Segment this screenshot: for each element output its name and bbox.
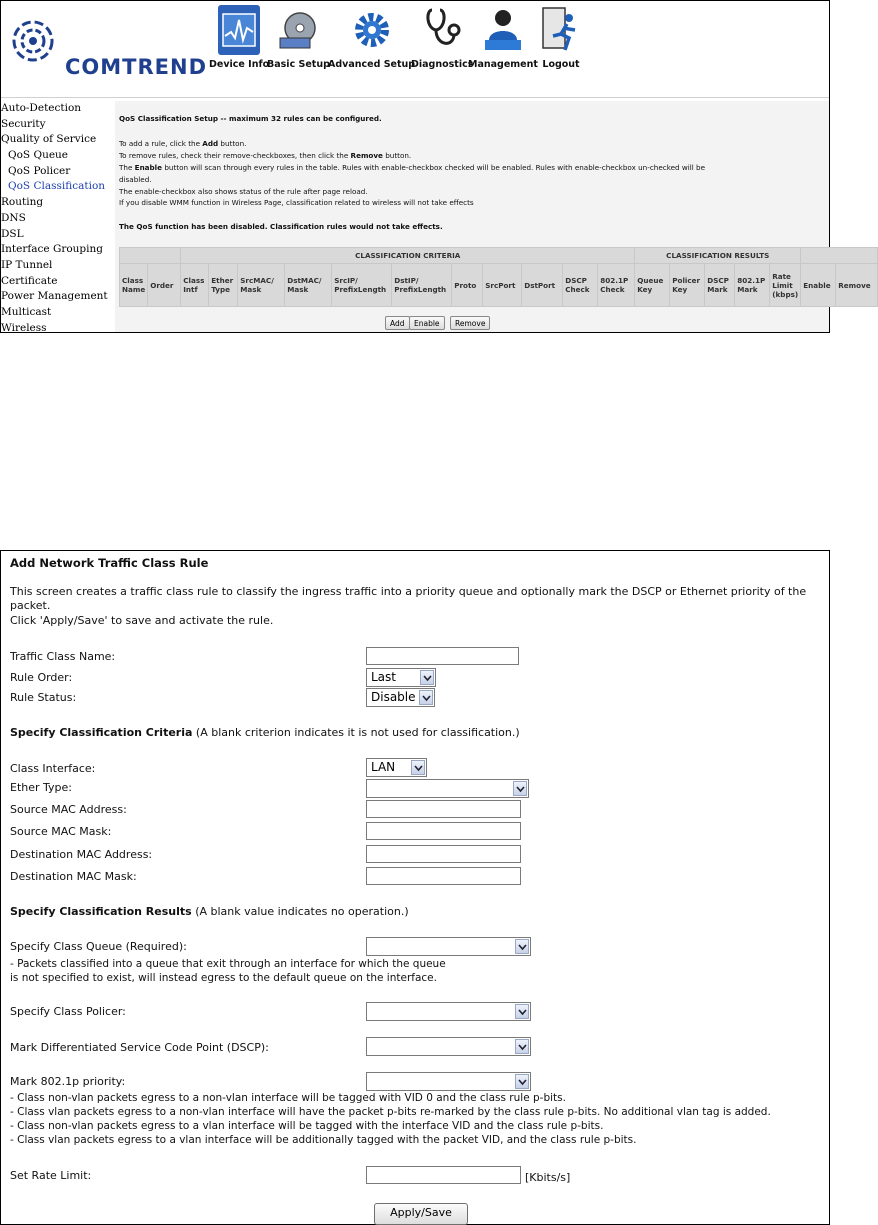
header-banner (1, 1, 829, 98)
source-mac-input[interactable] (366, 800, 521, 818)
disc-setup-icon (277, 5, 319, 55)
intro-text: Click 'Apply/Save' to save and activate the rule. (10, 614, 274, 627)
rate-limit-input[interactable] (366, 1166, 521, 1184)
table-header-cell (598, 264, 635, 307)
rule-status-label: Rule Status: (10, 691, 77, 704)
classification-rules-table (119, 247, 878, 307)
chevron-down-icon (411, 760, 425, 775)
sidebar-item-wireless[interactable]: Wireless (1, 321, 47, 334)
header-text: Remove (838, 280, 871, 290)
nav-diagnostics[interactable] (411, 5, 473, 70)
rule-order-value: Last (371, 670, 396, 684)
page-title: QoS Classification Setup -- maximum 32 rules can be configured. (119, 114, 382, 123)
table-header-cell (670, 264, 705, 307)
stethoscope-icon (421, 5, 463, 55)
chevron-down-icon (419, 690, 433, 705)
destination-mac-input[interactable] (366, 845, 521, 863)
instruction-bold: Remove (350, 151, 383, 160)
table-header-row (120, 264, 878, 307)
header-text: DSCP (707, 276, 729, 285)
apply-save-button[interactable]: Apply/Save (374, 1203, 468, 1225)
header-text: DstIP/ (394, 276, 419, 285)
instruction-wmm: If you disable WMM function in Wireless Page, classification related to wireless will not take effects (119, 198, 474, 207)
instruction-remove (119, 151, 411, 160)
header-text: Limit (772, 280, 793, 290)
nav-label: Device Info (209, 59, 270, 70)
sidebar-item-qos-queue[interactable]: QoS Queue (8, 149, 69, 162)
traffic-class-name-label: Traffic Class Name: (10, 650, 116, 663)
header-text: Key (672, 285, 688, 294)
sidebar-menu (1, 101, 113, 336)
header-text: PrefixLength (334, 285, 387, 294)
header-text: Mask (287, 285, 309, 294)
nav-logout[interactable] (540, 5, 582, 70)
table-header-cell (770, 264, 801, 307)
instruction-text: button. (218, 139, 247, 148)
header-text: Intf (183, 285, 198, 294)
table-header-cell (392, 264, 452, 307)
class-policer-select[interactable] (366, 1002, 531, 1021)
chevron-down-icon (515, 1004, 529, 1019)
destination-mac-mask-label: Destination MAC Mask: (10, 870, 137, 883)
header-text: Ether (211, 276, 234, 285)
header-text: Mark (737, 285, 758, 294)
sidebar-item-ip-tunnel[interactable]: IP Tunnel (1, 258, 53, 271)
p-bits-note: - Class vlan packets egress to a non-vlan interface will have the packet p-bits re-marked by the class rule p-bits. No additional vlan tag is added. (10, 1106, 771, 1118)
results-heading-note: (A blank value indicates no operation.) (191, 905, 409, 918)
header-text: Name (122, 285, 146, 294)
chart-monitor-icon (218, 5, 260, 55)
nav-label: Basic Setup (267, 59, 330, 70)
intro-text: packet. (10, 599, 51, 612)
sidebar-item-qos-policer[interactable]: QoS Policer (8, 164, 71, 177)
nav-label: Logout (542, 59, 580, 70)
qos-classification-content (115, 101, 871, 332)
table-header-cell (452, 264, 483, 307)
instruction-text: button will scan through every rules in the table. Rules with enable-checkbox checked will be enabled. Rules with enable-checkbox un-checked will be (162, 163, 706, 172)
enable-button[interactable]: Enable (409, 316, 445, 330)
header-text: Check (600, 285, 625, 294)
queue-note: - Packets classified into a queue that exit through an interface for which the queue (10, 958, 446, 970)
dscp-mark-label: Mark Differentiated Service Code Point (DSCP): (10, 1041, 269, 1054)
chevron-down-icon (420, 670, 434, 685)
person-desk-icon (482, 5, 524, 55)
chevron-down-icon (515, 1039, 529, 1054)
logo-text: COMTREND (65, 55, 208, 79)
dscp-mark-select[interactable] (366, 1037, 531, 1056)
header-text: Class (183, 276, 205, 285)
instruction-status: The enable-checkbox also shows status of the rule after page reload. (119, 187, 368, 196)
header-text: SrcMAC/ (240, 276, 274, 285)
sidebar-item-certificate[interactable]: Certificate (1, 274, 58, 287)
sidebar-item-dns[interactable]: DNS (1, 211, 26, 224)
header-text: Mark (707, 285, 728, 294)
header-text: (kbps) (772, 289, 799, 299)
source-mac-mask-label: Source MAC Mask: (10, 825, 112, 838)
sidebar-item-multicast[interactable]: Multicast (1, 305, 52, 318)
sidebar-item-dsl[interactable]: DSL (1, 227, 24, 240)
results-heading (10, 905, 409, 918)
criteria-heading-note: (A blank criterion indicates it is not used for classification.) (192, 726, 520, 739)
rule-order-label: Rule Order: (10, 671, 73, 684)
table-header-cell (238, 264, 285, 307)
nav-basic-setup[interactable] (267, 5, 330, 70)
source-mac-label: Source MAC Address: (10, 803, 127, 816)
logo-swirl-icon (11, 15, 59, 67)
table-header-cell (285, 264, 332, 307)
nav-management[interactable] (468, 5, 538, 70)
sidebar-item-security[interactable]: Security (1, 117, 46, 130)
nav-advanced-setup[interactable] (328, 5, 415, 70)
qos-disabled-warning: The QoS function has been disabled. Classification rules would not take effects. (119, 222, 443, 231)
intro-text: This screen creates a traffic class rule to classify the ingress traffic into a priority queue and optionally mark the DSCP or Ethernet priority of the (10, 585, 807, 598)
header-text: 802.1P (737, 276, 766, 285)
rule-status-value: Disable (371, 690, 416, 704)
table-header-cell (705, 264, 735, 307)
header-text: Key (637, 285, 653, 294)
criteria-heading (10, 726, 520, 739)
traffic-class-name-input[interactable] (366, 647, 519, 665)
table-header-cell (635, 264, 670, 307)
table-header-cell (148, 264, 181, 307)
sidebar-item-auto-detection[interactable]: Auto-Detection (1, 102, 82, 114)
table-header-cell (836, 264, 878, 307)
header-text: Type (211, 285, 230, 294)
header-text: Policer (672, 276, 701, 285)
header-text: Enable (803, 280, 831, 290)
rule-order-select[interactable] (366, 668, 436, 687)
header-text: Order (150, 280, 174, 290)
table-group-results: CLASSIFICATION RESULTS (635, 248, 801, 264)
source-mac-mask-input[interactable] (366, 822, 521, 840)
class-interface-value: LAN (371, 760, 396, 774)
nav-label: Diagnostics (411, 59, 474, 70)
instruction-text: To remove rules, check their remove-checkboxes, then click the (119, 151, 351, 160)
header-text: Rate (772, 271, 791, 281)
table-header-cell (483, 264, 522, 307)
class-queue-select[interactable] (366, 937, 531, 956)
p-bits-note: - Class vlan packets egress to a vlan interface will be additionally tagged with the packet VID, and the class rule p-bits. (10, 1134, 637, 1146)
nav-device-info[interactable] (209, 5, 269, 70)
p-bits-note: - Class non-vlan packets egress to a non-vlan interface will be tagged with VID 0 and the class rule p-bits. (10, 1092, 566, 1104)
header-text: Proto (454, 280, 477, 290)
queue-note: is not specified to exist, will instead egress to the default queue on the interface. (10, 972, 437, 984)
header-text: 802.1P (600, 276, 629, 285)
destination-mac-mask-input[interactable] (366, 867, 521, 885)
instruction-bold: Add (202, 139, 219, 148)
chevron-down-icon (515, 939, 529, 954)
table-header-cell (332, 264, 392, 307)
add-button[interactable]: Add (385, 316, 410, 330)
table-group-blank (801, 248, 878, 264)
sidebar-item-power-management[interactable]: Power Management (1, 290, 108, 303)
header-text: DstPort (524, 280, 556, 290)
header-text: Check (565, 285, 590, 294)
sidebar-item-routing[interactable]: Routing (1, 196, 44, 209)
chevron-down-icon (515, 1074, 529, 1089)
rule-status-select[interactable] (366, 688, 435, 707)
rate-limit-unit: [Kbits/s] (525, 1171, 571, 1184)
p8021-mark-select[interactable] (366, 1072, 531, 1091)
header-text: Class (122, 276, 144, 285)
class-interface-select[interactable] (366, 758, 427, 777)
header-text: DSCP (565, 276, 587, 285)
header-text: PrefixLength (394, 285, 447, 294)
header-text: SrcPort (485, 280, 516, 290)
destination-mac-label: Destination MAC Address: (10, 848, 153, 861)
header-text: DstMAC/ (287, 276, 322, 285)
page-title: Add Network Traffic Class Rule (10, 556, 209, 570)
remove-button[interactable]: Remove (450, 316, 490, 330)
class-queue-label: Specify Class Queue (Required): (10, 940, 187, 953)
table-header-cell (522, 264, 563, 307)
instruction-enable (119, 163, 705, 172)
sidebar-item-quality-of-service[interactable]: Quality of Service (1, 133, 97, 146)
results-heading-bold: Specify Classification Results (10, 905, 192, 918)
running-exit-icon (540, 5, 582, 55)
table-header-cell (209, 264, 238, 307)
table-group-blank (120, 248, 181, 264)
instruction-text: button. (382, 151, 412, 160)
criteria-heading-bold: Specify Classification Criteria (10, 726, 193, 739)
table-header-cell (120, 264, 148, 307)
table-group-criteria: CLASSIFICATION CRITERIA (181, 248, 635, 264)
p-bits-note: - Class non-vlan packets egress to a vlan interface will be tagged with the interface VID and the class rule p-bits. (10, 1120, 604, 1132)
nav-label: Management (468, 59, 538, 70)
header-text: Queue (637, 276, 664, 285)
class-policer-label: Specify Class Policer: (10, 1005, 126, 1018)
comtrend-logo (11, 15, 208, 79)
qos-classification-setup-screen (0, 0, 871, 334)
nav-label: Advanced Setup (328, 59, 416, 70)
class-interface-label: Class Interface: (10, 762, 96, 775)
ether-type-label: Ether Type: (10, 781, 72, 794)
sidebar-item-qos-classification[interactable]: QoS Classification (8, 180, 106, 193)
header-text: Mask (240, 285, 262, 294)
p8021-mark-label: Mark 802.1p priority: (10, 1075, 126, 1088)
add-traffic-class-rule-screen (0, 550, 830, 1225)
table-header-cell (181, 264, 209, 307)
rate-limit-label: Set Rate Limit: (10, 1169, 92, 1182)
table-header-cell (735, 264, 770, 307)
chevron-down-icon (513, 781, 527, 796)
header-text: SrcIP/ (334, 276, 358, 285)
ether-type-select[interactable] (366, 779, 529, 798)
gear-icon (351, 5, 393, 55)
instruction-disabled: disabled. (119, 175, 152, 184)
table-header-cell (563, 264, 598, 307)
instruction-text: To add a rule, click the (119, 139, 203, 148)
table-header-cell (801, 264, 836, 307)
instruction-add (119, 139, 246, 148)
instruction-bold: Enable (134, 163, 163, 172)
instruction-text: The (119, 163, 135, 172)
sidebar-item-interface-grouping[interactable]: Interface Grouping (1, 243, 103, 256)
